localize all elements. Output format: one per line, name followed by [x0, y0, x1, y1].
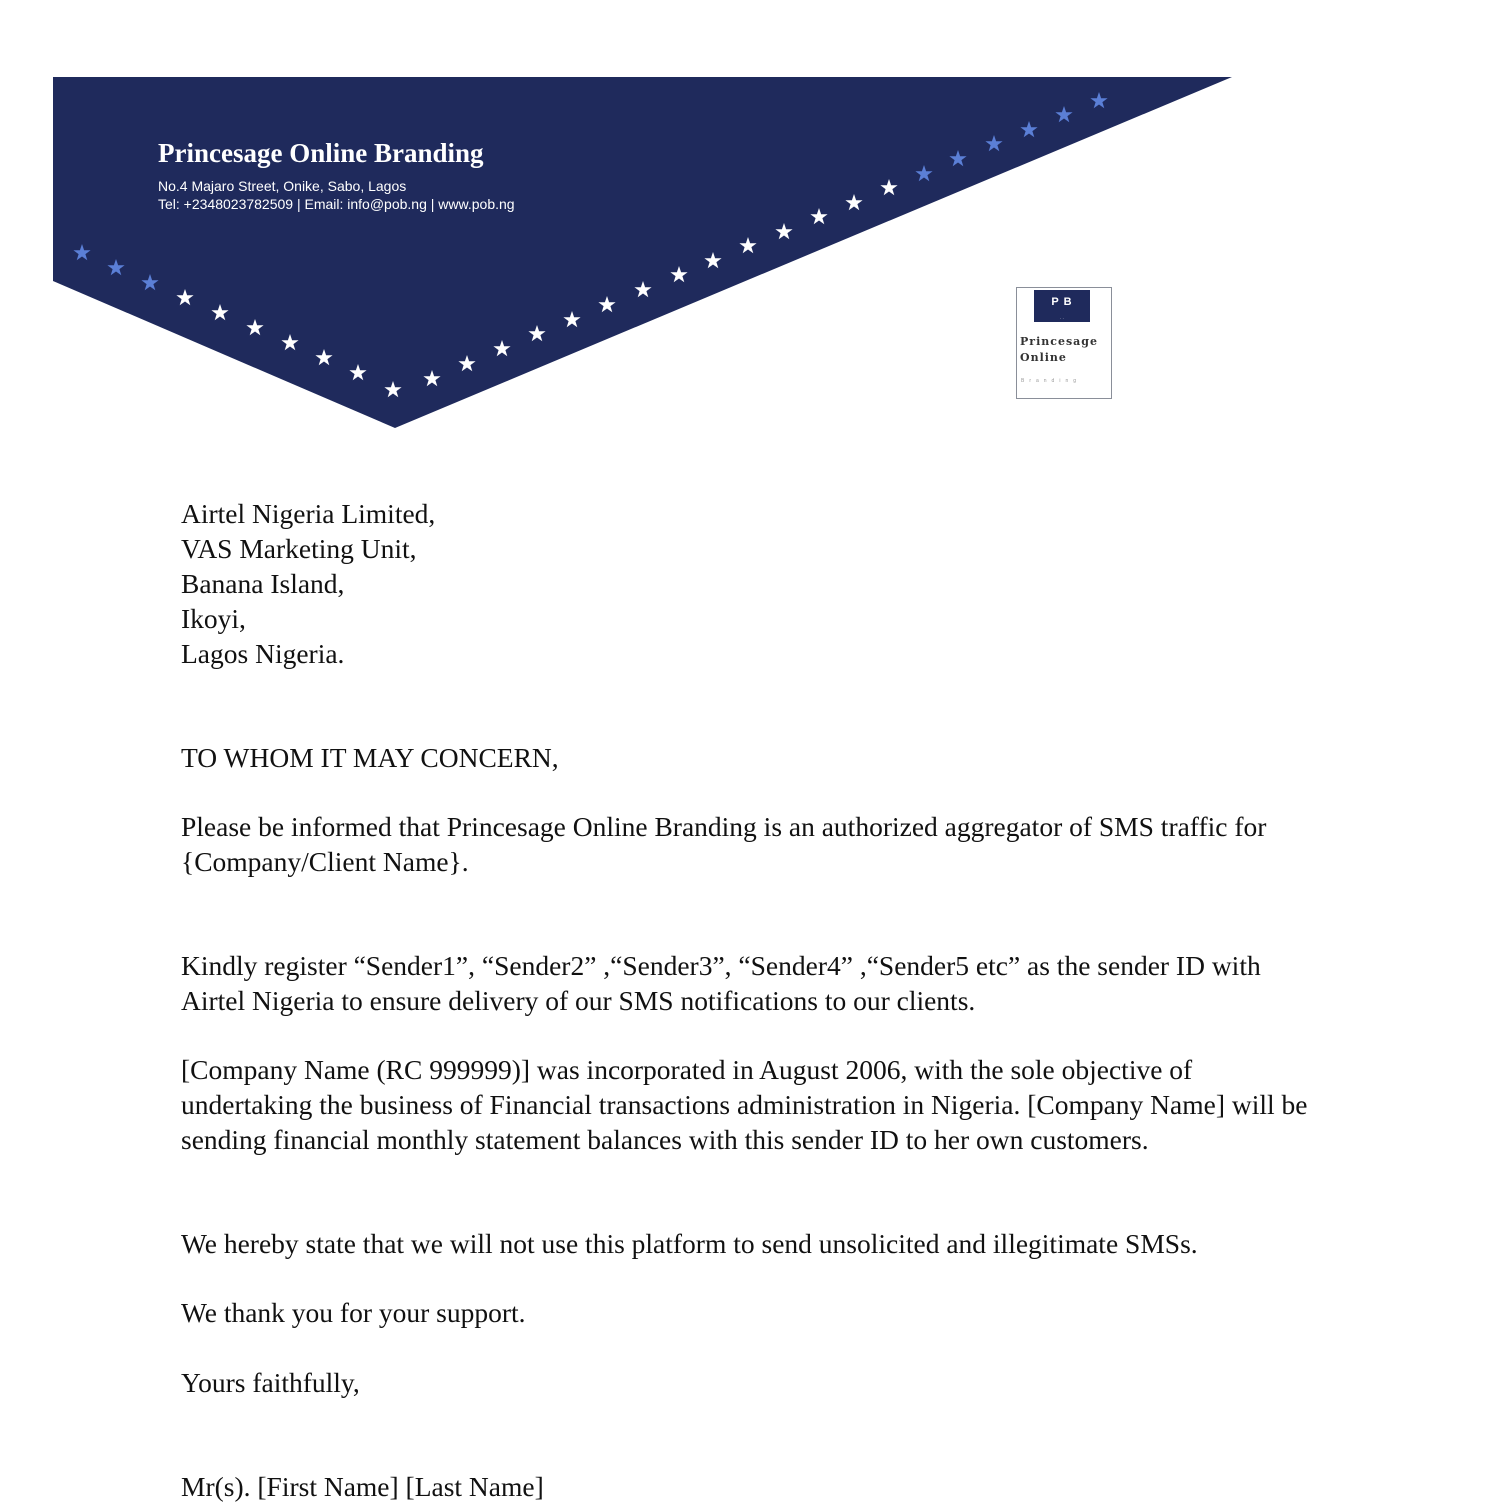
logo-name: Princesage Online — [1020, 335, 1098, 364]
paragraph: We hereby state that we will not use this platform to send unsolicited and illegitimate SMSs. — [181, 1228, 1198, 1259]
logo-mark: P B · · — [1034, 290, 1090, 322]
logo-tagline: Branding — [1021, 378, 1082, 384]
paragraph: [Company Name (RC 999999)] was incorporated in August 2006, with the sole objective of undertaking the business of Financial transactions administration in Nigeria. [Company Name] will be sending financial monthly statement balances with this sender ID to her own customers. — [181, 1054, 1308, 1155]
paragraph: Please be informed that Princesage Online Branding is an authorized aggregator of SMS traffic for {Company/Client Name}. — [181, 811, 1267, 877]
recipient-line: VAS Marketing Unit, — [181, 533, 417, 564]
letterhead-banner — [0, 0, 1500, 440]
letterhead — [0, 0, 1500, 440]
company-contact: Tel: +2348023782509 | Email: info@pob.ng | www.pob.ng — [158, 196, 515, 212]
paragraph: Kindly register “Sender1”, “Sender2” ,“Sender3”, “Sender4” ,“Sender5 etc” as the sender ID with Airtel Nigeria to ensure delivery of our SMS notifications to our clients. — [181, 950, 1261, 1016]
logo-initials: P B — [1051, 296, 1073, 308]
company-name: Princesage Online Branding — [158, 138, 484, 168]
recipient-line: Airtel Nigeria Limited, — [181, 498, 436, 529]
signatory-name: Mr(s). [First Name] [Last Name] — [181, 1471, 544, 1502]
company-logo — [1016, 287, 1112, 399]
salutation: TO WHOM IT MAY CONCERN, — [181, 742, 559, 773]
recipient-line: Lagos Nigeria. — [181, 638, 345, 669]
recipient-line: Ikoyi, — [181, 603, 246, 634]
paragraph: We thank you for your support. — [181, 1297, 526, 1328]
recipient-line: Banana Island, — [181, 568, 345, 599]
closing: Yours faithfully, — [181, 1367, 360, 1398]
company-address: No.4 Majaro Street, Onike, Sabo, Lagos — [158, 178, 407, 194]
